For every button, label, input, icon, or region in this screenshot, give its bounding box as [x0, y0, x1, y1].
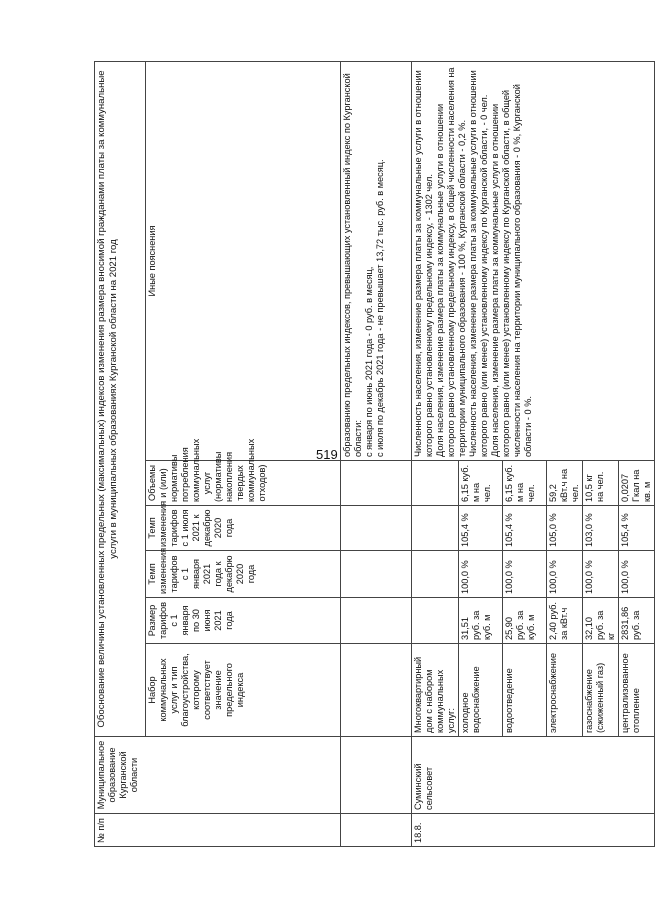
service-rate-jul: 105,0 %	[547, 506, 583, 551]
header-service-set: Набор коммунальных услуг и тип благоустройства, которому соответствует значение предельного индекса	[146, 644, 341, 737]
rotated-page	[94, 62, 653, 847]
entry-municipality: Суминский сельсовет	[412, 737, 655, 814]
header-row-2	[146, 61, 341, 846]
service-tariff: 2831,86 руб. за	[619, 598, 655, 644]
service-name: газоснабжение (сжиженный газ)	[583, 644, 619, 737]
service-volume: 10,5 кг на чел.	[583, 461, 619, 506]
service-rate-jan: 100,0 %	[547, 551, 583, 598]
service-tariff: 31,51 руб. за куб. м	[459, 598, 503, 644]
service-name: электроснабжение	[547, 644, 583, 737]
header-rate-jul: Темп изменения тарифов с 1 июля 2021 к декабрю 2020 года	[146, 506, 341, 551]
continuation-row	[341, 61, 412, 846]
service-rate-jul: 105,4 %	[459, 506, 503, 551]
header-municipality: Муниципальное образование Курганской области	[95, 737, 341, 814]
page-number: 519	[316, 447, 338, 462]
header-row-1	[95, 61, 146, 846]
header-num: № п/п	[95, 814, 341, 847]
service-name: централизованное отопление	[619, 644, 655, 737]
service-volume: 6,15 куб. м на чел.	[503, 461, 547, 506]
service-volume: 6,15 куб. м на чел.	[459, 461, 503, 506]
service-rate-jan: 100,0 %	[619, 551, 655, 598]
continuation-note: образованию предельных индексов, превышающих установленный индекс по Курганской области: с января по июнь 2021 года - 0 руб. в месяц, с июля по декабрь 2021 года - не превышает 13,72 тыс. руб. в месяц.	[341, 61, 412, 460]
entry-num: 18.8.	[412, 814, 655, 847]
indices-table	[94, 61, 655, 847]
header-tariff-size: Размер тарифов с 1 января по 30 июня 2021 года	[146, 598, 341, 644]
table-title: Обоснование величины установленных предельных (максимальных) индексов изменения размера вносимой гражданами платы за коммунальные услуги в муниципальных образованиях Курганской области на 2021 год	[95, 61, 146, 736]
service-rate-jul: 103,0 %	[583, 506, 619, 551]
header-notes: Иные пояснения	[146, 61, 341, 460]
service-volume: 59,2 кВт.ч на чел.	[547, 461, 583, 506]
service-tariff: 2,40 руб. за кВт.ч	[547, 598, 583, 644]
service-volume: 0,0207 Гкал на кв. м	[619, 461, 655, 506]
header-rate-jan: Темп изменения тарифов с 1 января 2021 года к декабрю 2020 года	[146, 551, 341, 598]
service-rate-jul: 105,4 %	[619, 506, 655, 551]
service-rate-jan: 100,0 %	[459, 551, 503, 598]
entry-notes: Численность населения, изменение размера платы за коммунальные услуги в отношении которого равно установленному предельному индексу, - 1302 чел. Доля населения, изменение размера платы за коммунальные услуги в отношении которого равно установленному предельному индексу, в общей численности населения на территории муниципального образования - 100 %, Курганской области - 0,2 %. Численность населения, изменение размера платы за коммунальные услуги в отношении которого равно (или менее) установленному индексу по Курганской области, - 0 чел. Доля населения, изменение размера платы за коммунальные услуги в отношении которого равно (или менее) установленному индексу по Курганской области, в общей численности населения на территории муниципального образования - 0 %, Курганской области - 0 %.	[412, 61, 655, 460]
entry-row	[412, 61, 459, 846]
service-name: водоотведение	[503, 644, 547, 737]
service-name: холодное водоснабжение	[459, 644, 503, 737]
service-rate-jan: 100,0 %	[503, 551, 547, 598]
service-rate-jan: 100,0 %	[583, 551, 619, 598]
header-volumes: Объемы и (или) нормативы потребления коммунальных услуг (нормативы накопления твердых коммунальных отходов)	[146, 461, 341, 506]
service-tariff: 32,10 руб. за кг	[583, 598, 619, 644]
service-rate-jul: 105,4 %	[503, 506, 547, 551]
service-tariff: 25,90 руб. за куб. м	[503, 598, 547, 644]
housing-type: Многоквартирный дом с набором коммунальных услуг:	[412, 644, 459, 737]
